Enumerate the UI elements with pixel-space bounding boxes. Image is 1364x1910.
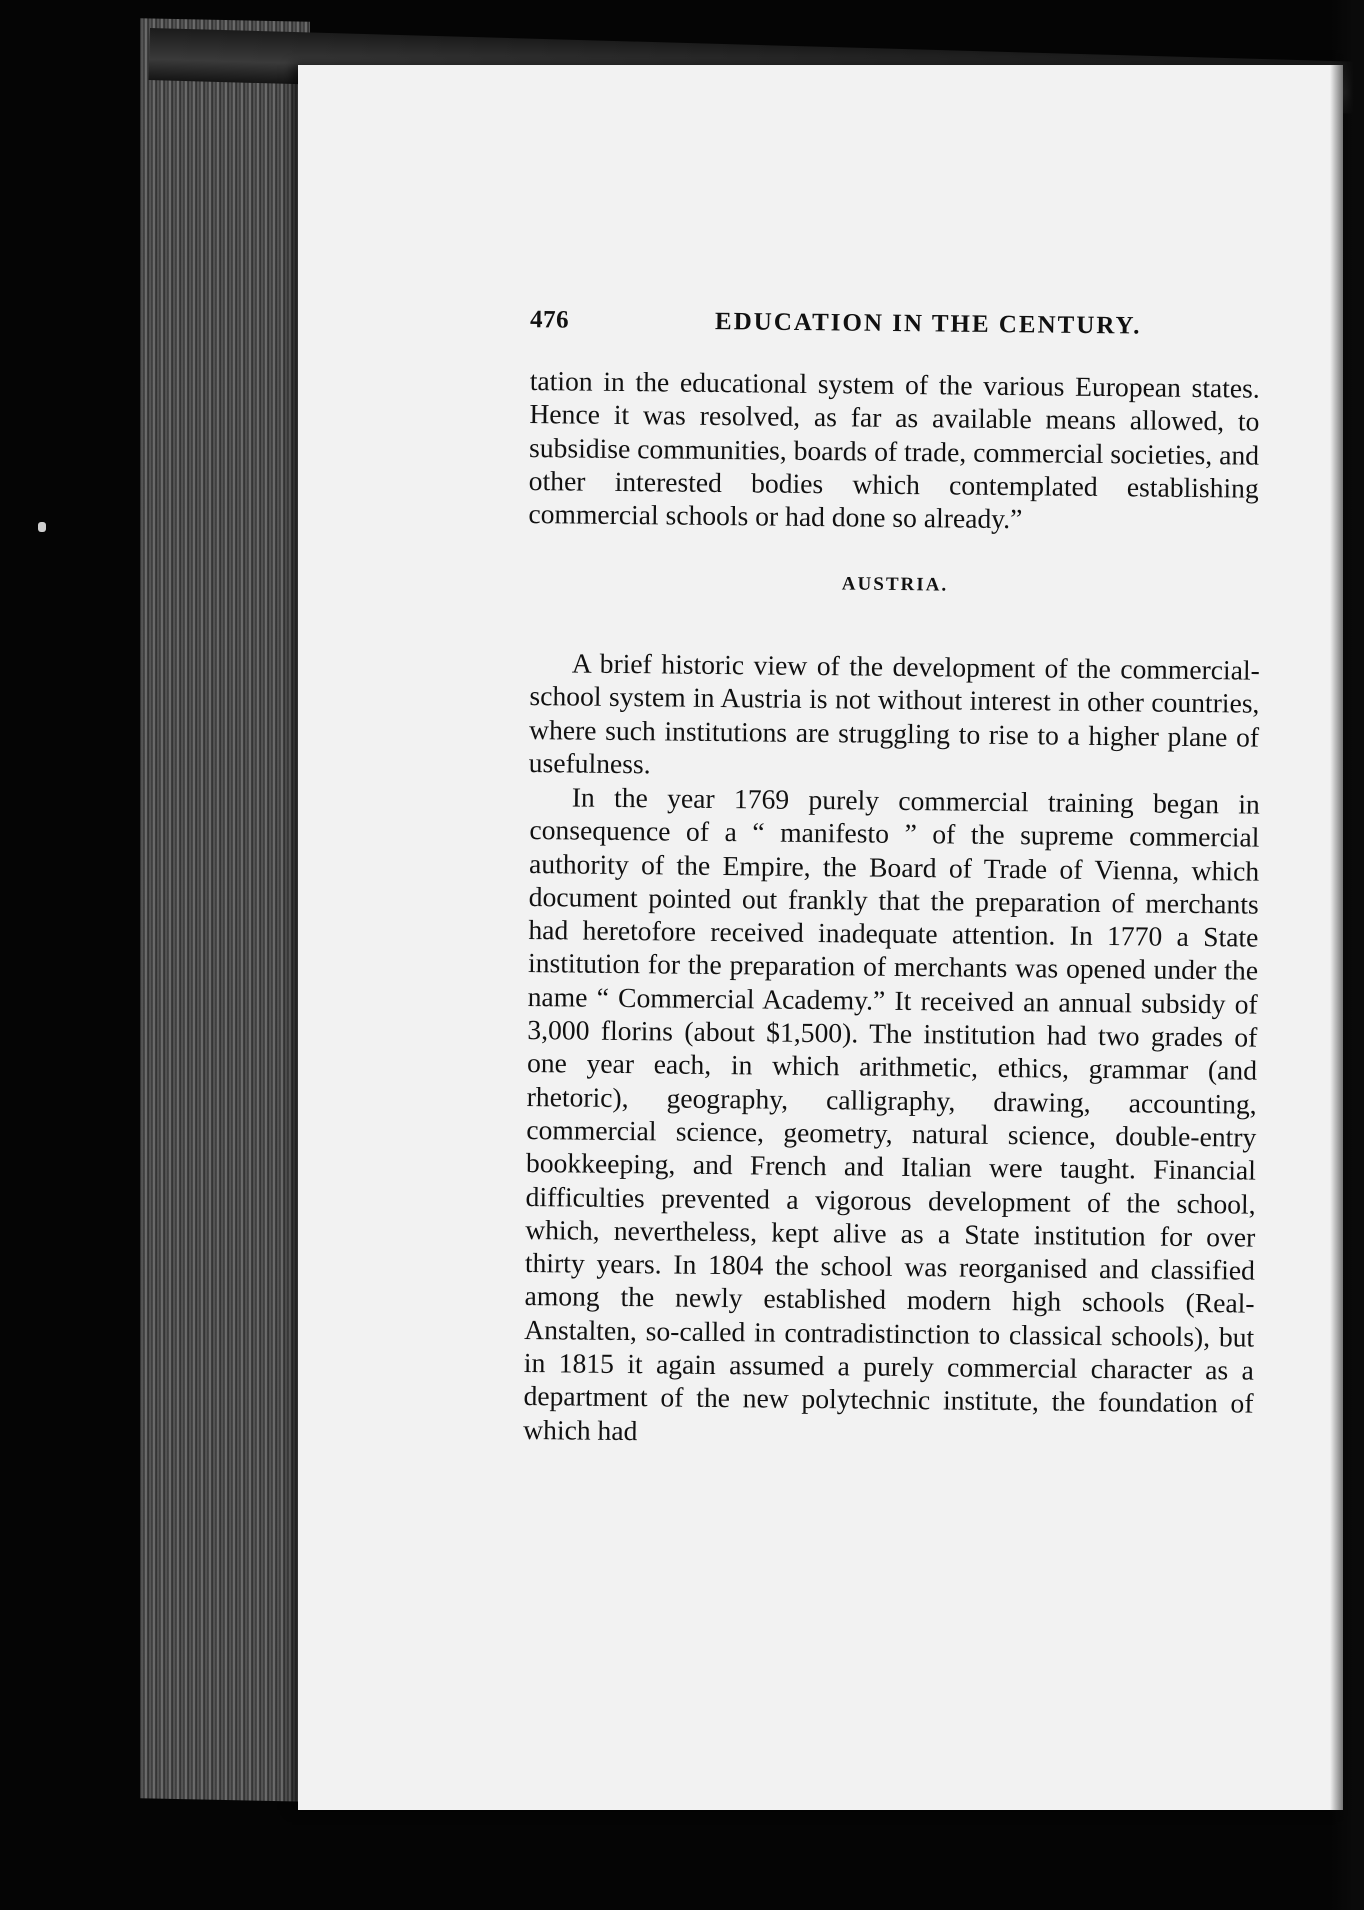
paragraph-continued: tation in the educational system of the various European states. Hence it was resolved, as far as available means allowed, to subsidise communities, boards of trade, commercial societies, and other interested bodies which contemplated establishing commercial schools or had done so already.” — [528, 364, 1260, 535]
running-title: EDUCATION IN THE CENTURY. — [714, 308, 1142, 340]
page-gutter-shadow — [1330, 0, 1364, 1910]
page-text-block — [523, 306, 1260, 1446]
page-number: 476 — [529, 306, 570, 334]
paragraph: In the year 1769 purely commercial training began in consequence of a “ manifesto ” of the supreme commercial authority of the Empire, the Board of Trade of Vienna, which document pointed out frankly that the preparation of merchants had heretofore received inadequate attention. In 1770 a State institution for the preparation of merchants was opened under the name “ Commercial Academy.” It received an annual subsidy of 3,000 florins (about $1,500). The institution had two grades of one year each, in which arithmetic, ethics, grammar (and rhetoric), geography, calligraphy, drawing, accounting, commercial science, geometry, natural science, double-entry bookkeeping, and French and Italian were taught. Financial difficulties prevented a vigorous development of the school, which, nevertheless, kept alive as a State institution for over thirty years. In 1804 the school was reorganised and classified among the newly established modern high schools (Real-Anstalten, so-called in contradistinction to classical schools), but in 1815 it again assumed a purely commercial character as a department of the new polytechnic institute, the foundation of which had — [523, 781, 1260, 1446]
book-page-edges — [140, 18, 310, 1802]
section-heading: AUSTRIA. — [841, 573, 949, 597]
dust-speck — [38, 522, 46, 532]
page-header — [530, 306, 1260, 342]
paragraph: A brief historic view of the development of the commercial-school system in Austria is not without interest in other countries, where such institutions are struggling to rise to a higher plane of usefulness. — [528, 647, 1260, 780]
